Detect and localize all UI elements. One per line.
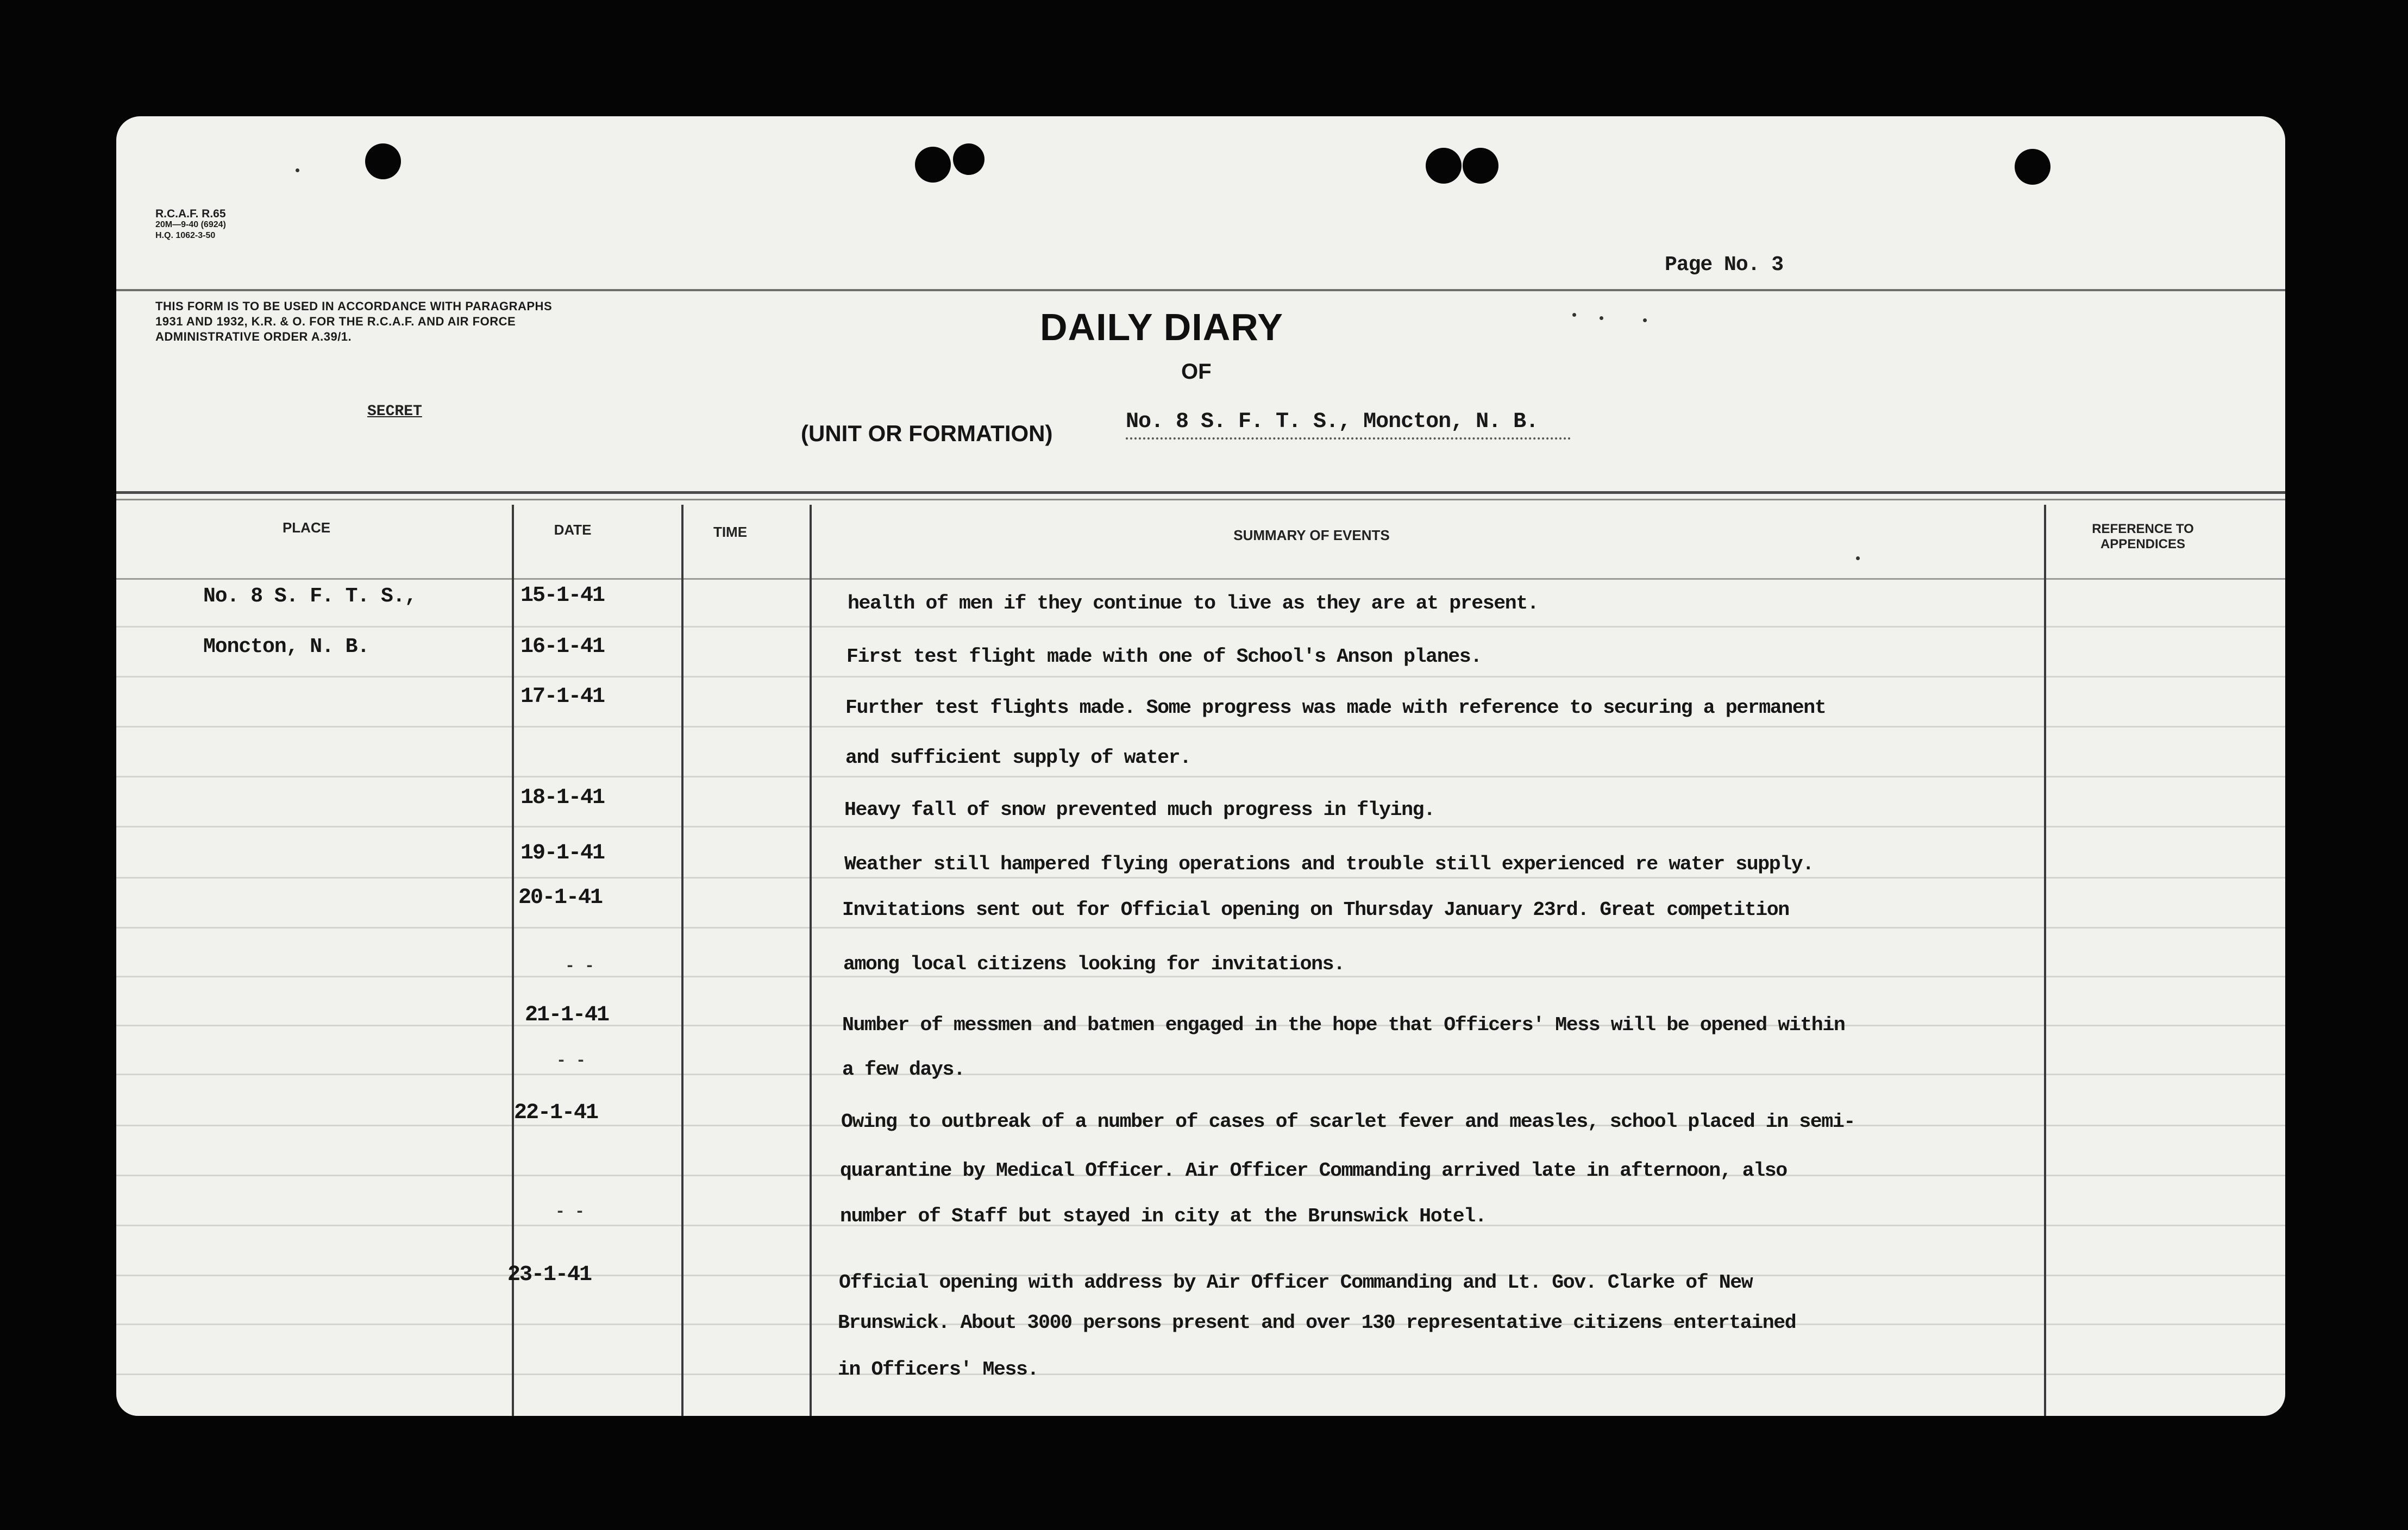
continuation-mark: - - <box>565 957 595 976</box>
ruled-line <box>116 1374 2285 1375</box>
ruled-line <box>116 826 2285 827</box>
place-entry: No. 8 S. F. T. S., <box>203 585 417 608</box>
summary-line: First test flight made with one of School's Anson planes. <box>846 645 1482 668</box>
summary-line: Heavy fall of snow prevented much progress in flying. <box>844 799 1435 821</box>
unit-value: No. 8 S. F. T. S., Moncton, N. B. <box>1126 410 1571 440</box>
form-id-line: R.C.A.F. R.65 <box>155 208 226 220</box>
speck <box>1572 313 1576 317</box>
summary-line: quarantine by Medical Officer. Air Officer Commanding arrived late in afternoon, also <box>840 1159 1787 1182</box>
ruled-line <box>116 776 2285 777</box>
summary-line: Brunswick. About 3000 persons present and over 130 representative citizens entertained <box>838 1312 1796 1334</box>
unit-label: (UNIT OR FORMATION) <box>801 421 1053 446</box>
date-entry: 23-1-41 <box>507 1263 592 1287</box>
summary-line: Weather still hampered flying operations and trouble still experienced re water supply. <box>844 853 1814 875</box>
page-number: Page No. 3 <box>1665 253 1784 277</box>
summary-line: number of Staff but stayed in city at the Brunswick Hotel. <box>840 1205 1487 1227</box>
continuation-mark: - - <box>556 1052 586 1070</box>
punch-hole <box>1463 148 1498 184</box>
punch-hole <box>1426 148 1462 184</box>
ruled-line <box>116 626 2285 628</box>
classification-label: SECRET <box>367 403 422 420</box>
summary-line: among local citizens looking for invitations. <box>843 953 1345 975</box>
continuation-mark: - - <box>555 1203 585 1221</box>
summary-line: Invitations sent out for Official opening on Thursday January 23rd. Great competition <box>842 899 1789 921</box>
column-header-place: PLACE <box>282 519 331 536</box>
punch-hole <box>2015 149 2050 185</box>
form-id-line: 20M—9-40 (6924) <box>155 220 226 229</box>
speck <box>1643 318 1647 322</box>
column-header-reference: REFERENCE TO APPENDICES <box>2092 522 2194 551</box>
date-entry: 22-1-41 <box>514 1101 598 1125</box>
ruled-line <box>116 1074 2285 1075</box>
summary-line: Official opening with address by Air Officer Commanding and Lt. Gov. Clarke of New <box>839 1271 1753 1294</box>
date-entry: 15-1-41 <box>521 584 605 608</box>
ruled-line <box>116 927 2285 929</box>
punch-hole <box>953 143 984 175</box>
title-of: OF <box>1181 360 1212 384</box>
column-divider <box>681 505 683 1416</box>
summary-line: in Officers' Mess. <box>838 1358 1039 1381</box>
date-entry: 20-1-41 <box>518 886 603 910</box>
date-entry: 21-1-41 <box>525 1003 609 1027</box>
column-divider <box>810 505 812 1416</box>
speck <box>296 168 299 172</box>
column-divider <box>2044 505 2046 1416</box>
place-entry: Moncton, N. B. <box>203 635 369 659</box>
table-top-border <box>116 499 2285 500</box>
form-id-line: H.Q. 1062-3-50 <box>155 231 216 240</box>
punch-hole <box>365 143 401 179</box>
date-entry: 17-1-41 <box>521 685 605 709</box>
date-entry: 18-1-41 <box>521 786 605 810</box>
form-instructions: THIS FORM IS TO BE USED IN ACCORDANCE WITH PARAGRAPHS 1931 AND 1932, K.R. & O. FOR THE R.C.A.F. AND AIR FORCE ADMINISTRATIVE ORDER A.39/1. <box>155 299 553 343</box>
summary-line: and sufficient supply of water. <box>845 747 1191 769</box>
column-header-summary: SUMMARY OF EVENTS <box>1233 527 1390 543</box>
summary-line: Number of messmen and batmen engaged in the hope that Officers' Mess will be opened within <box>842 1014 1845 1036</box>
page-title: DAILY DIARY <box>1040 306 1283 348</box>
form-identifier <box>155 209 226 241</box>
diary-form-card <box>116 116 2285 1416</box>
summary-line: Owing to outbreak of a number of cases of scarlet fever and measles, school placed in semi- <box>841 1111 1855 1133</box>
summary-line: a few days. <box>842 1058 965 1081</box>
summary-line: health of men if they continue to live as they are at present. <box>848 592 1539 614</box>
ruled-line <box>116 877 2285 879</box>
date-entry: 16-1-41 <box>521 635 605 659</box>
column-header-time: TIME <box>713 524 748 540</box>
ruled-line <box>116 676 2285 678</box>
speck <box>1856 556 1860 560</box>
speck <box>1600 316 1603 320</box>
date-entry: 19-1-41 <box>521 841 605 866</box>
column-header-divider <box>116 578 2285 580</box>
table-top-border <box>116 491 2285 494</box>
punch-hole <box>915 147 951 183</box>
ruled-line <box>116 976 2285 977</box>
header-divider <box>116 289 2285 291</box>
ruled-line <box>116 726 2285 728</box>
column-header-date: DATE <box>554 522 592 538</box>
summary-line: Further test flights made. Some progress was made with reference to securing a permanent <box>845 697 1826 719</box>
